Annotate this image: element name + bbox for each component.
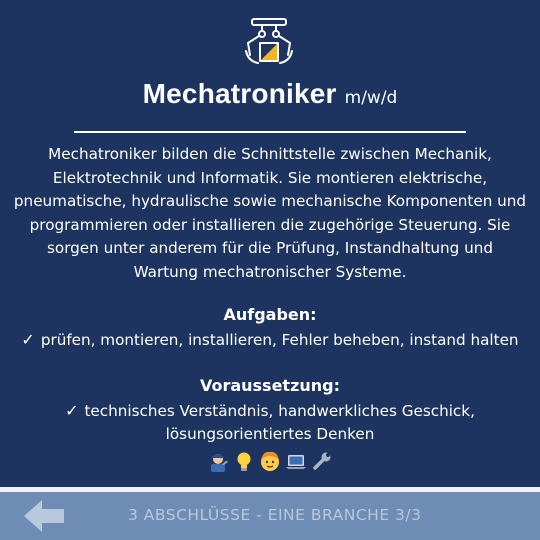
requirements-text-1: technisches Verständnis, handwerkliches Geschick, xyxy=(84,402,475,420)
footer-label: 3 ABSCHLÜSSE - EINE BRANCHE 3/3 xyxy=(128,506,422,524)
description-line: programmieren oder installieren die zugehörige Steuerung. Sie xyxy=(29,215,511,234)
requirements-text-2: lösungsorientiertes Denken xyxy=(165,425,375,443)
wrench-icon xyxy=(311,450,333,472)
page-title: Mechatroniker xyxy=(142,78,337,109)
description-line: pneumatische, hydraulische sowie mechanische Komponenten und xyxy=(13,192,527,210)
description-line: Wartung mechatronischer Systeme. xyxy=(133,262,407,281)
tasks-heading: Aufgaben: xyxy=(223,305,317,324)
robot-gripper-icon xyxy=(238,17,300,69)
footer-bar xyxy=(0,492,540,540)
requirements-heading: Voraussetzung: xyxy=(199,376,341,395)
tasks-text: prüfen, montieren, installieren, Fehler beheben, instand halten xyxy=(40,331,519,349)
arrow-left-icon[interactable] xyxy=(20,496,70,536)
person-icon xyxy=(259,450,281,472)
light-bulb-icon xyxy=(233,450,255,472)
title-divider xyxy=(74,131,466,133)
description-line: Elektrotechnik und Informatik. Sie montieren elektrische, xyxy=(52,168,488,187)
tasks-line xyxy=(0,330,540,349)
laptop-icon xyxy=(285,450,307,472)
description xyxy=(8,143,532,284)
requirements-line xyxy=(0,401,540,420)
emoji-row xyxy=(0,450,540,474)
mechanic-icon xyxy=(207,450,229,472)
check-icon: ✓ xyxy=(21,330,35,349)
description-line: sorgen unter anderem für die Prüfung, Instandhaltung und xyxy=(46,239,494,257)
gender-suffix: m/w/d xyxy=(344,88,398,108)
title-row xyxy=(0,78,540,118)
description-line: Mechatroniker bilden die Schnittstelle zwischen Mechanik, xyxy=(48,145,492,163)
check-icon: ✓ xyxy=(65,401,79,420)
